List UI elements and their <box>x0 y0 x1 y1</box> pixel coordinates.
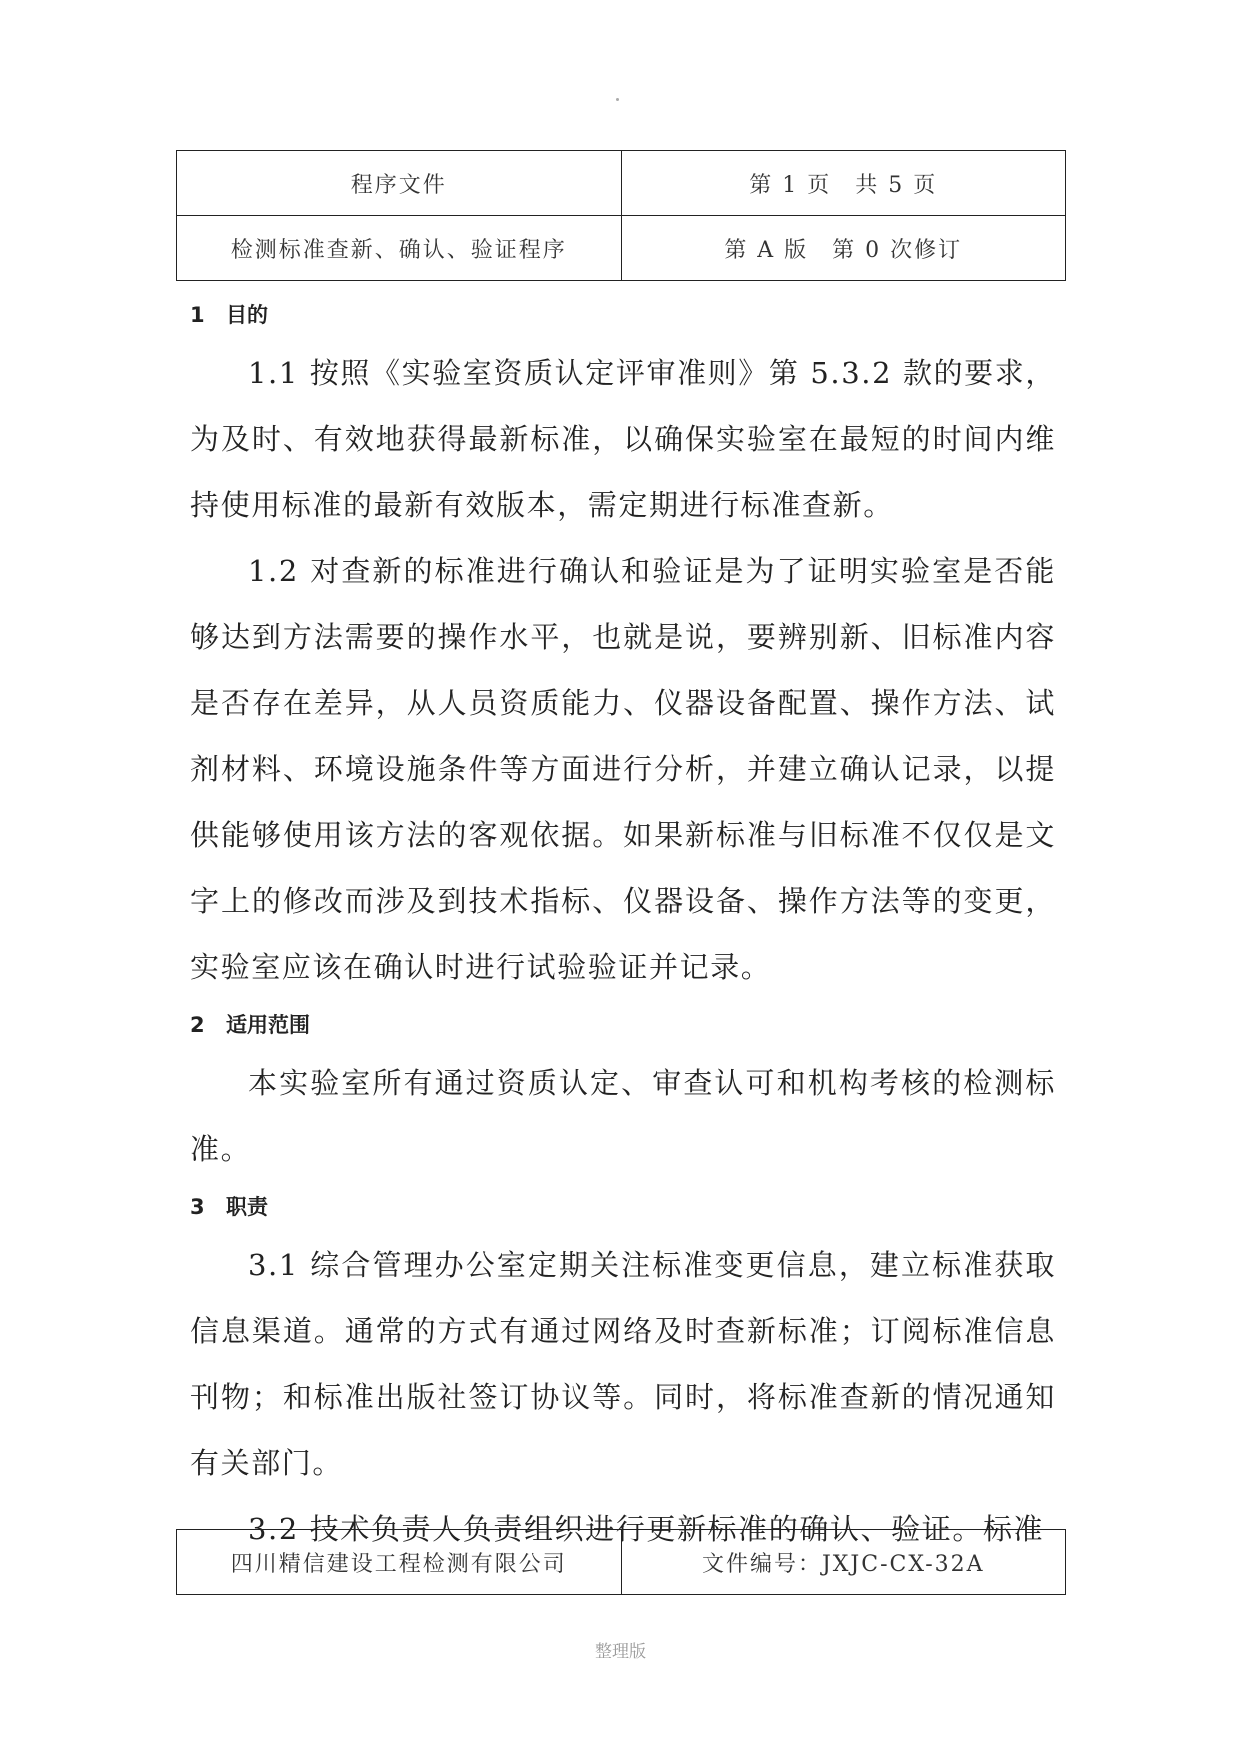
section-heading-2: 2 适用范围 <box>190 1013 310 1037</box>
section-heading-1: 1 目的 <box>190 303 268 327</box>
doc-title-cell: 检测标准查新、确认、验证程序 <box>177 216 622 281</box>
paragraph: 1.1 按照《实验室资质认定评审准则》第 5.3.2 款的要求，为及时、有效地获得最新标准，以确保实验室在最短的时间内维持使用标准的最新有效版本，需定期进行标准查新。 <box>190 356 1056 522</box>
revision-cell: 第 A 版 第 0 次修订 <box>621 216 1066 281</box>
paragraph: 1.2 对查新的标准进行确认和验证是为了证明实验室是否能够达到方法需要的操作水平，也就是说，要辨别新、旧标准内容是否存在差异，从人员资质能力、仪器设备配置、操作方法、试剂材料、环境设施条件等方面进行分析，并建立确认记录，以提供能够使用该方法的客观依据。如果新标准与旧标准不仅仅是文字上的修改而涉及到技术指标、仪器设备、操作方法等的变更，实验室应该在确认时进行试验验证并记录。 <box>190 554 1056 984</box>
doc-number-cell: 文件编号：JXJC-CX-32A <box>621 1530 1066 1595</box>
document-body <box>190 290 1056 1562</box>
paragraph: 3.1 综合管理办公室定期关注标准变更信息，建立标准获取信息渠道。通常的方式有通过网络及时查新标准；订阅标准信息刊物；和标准出版社签订协议等。同时，将标准查新的情况通知有关部门。 <box>190 1248 1056 1480</box>
paragraph: 3.2 技术负责人负责组织进行更新标准的确认、验证。标准 <box>248 1512 1045 1546</box>
page-info-cell: 第 1 页 共 5 页 <box>621 151 1066 216</box>
company-cell: 四川精信建设工程检测有限公司 <box>177 1530 622 1595</box>
doc-type-cell: 程序文件 <box>177 151 622 216</box>
paragraph: 本实验室所有通过资质认定、审查认可和机构考核的检测标准。 <box>190 1066 1056 1166</box>
page-dot <box>616 98 619 101</box>
header-table <box>176 150 1066 281</box>
watermark-text: 整理版 <box>595 1642 646 1662</box>
section-heading-3: 3 职责 <box>190 1195 268 1219</box>
footer-table <box>176 1529 1066 1595</box>
